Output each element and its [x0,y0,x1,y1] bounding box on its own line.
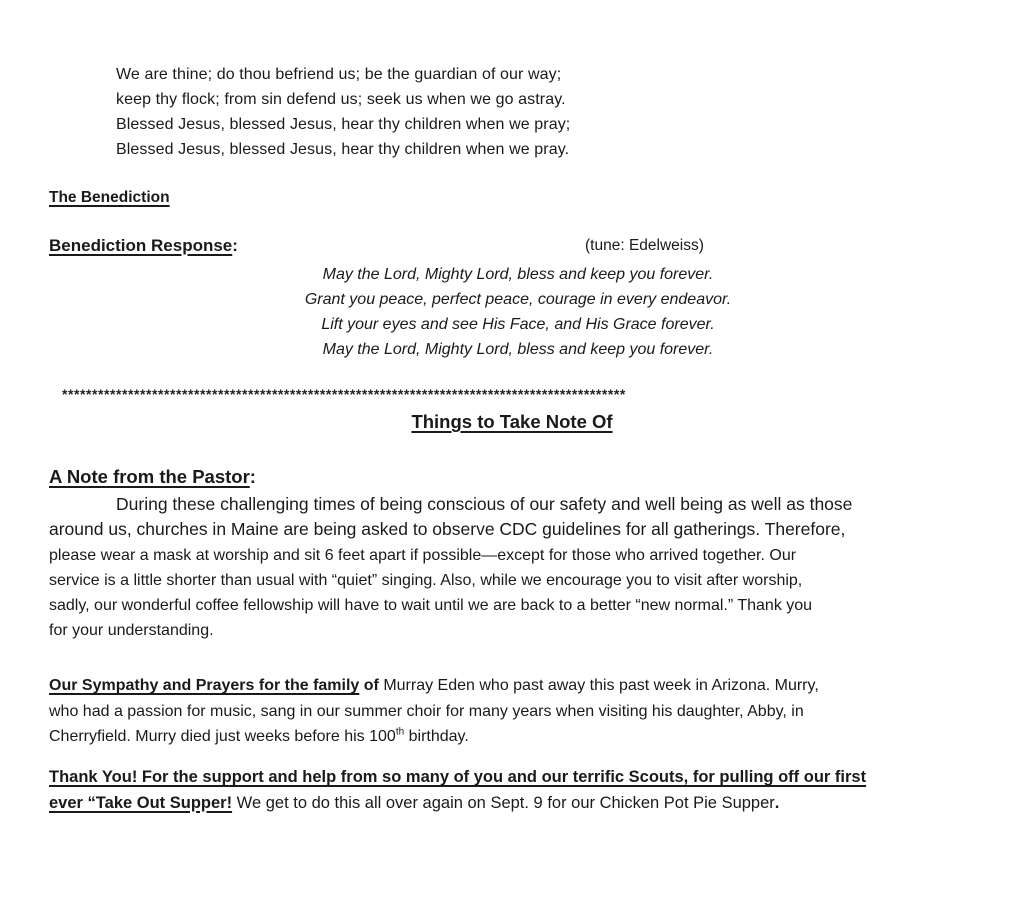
hymn-line: Blessed Jesus, blessed Jesus, hear thy children when we pray. [116,141,570,158]
hymn-line: keep thy flock; from sin defend us; seek us when we go astray. [116,91,566,108]
paragraph-line [49,765,974,791]
sympathy-of: of [359,677,379,694]
thanks-heading: Thank You! For the support and help from so many of you and our terrific Scouts, for pulling off our first [49,768,867,786]
notes-title: Things to Take Note Of [411,411,613,432]
thanks-period: . [774,793,780,812]
paragraph-line: service is a little shorter than usual with “quiet” singing. Also, while we encourage you to visit after worship, [49,571,803,589]
sympathy-text: Murray Eden who past away this past week in Arizona. Murry, [378,677,819,694]
benediction-response-verse [250,262,786,362]
benediction-response-title: Benediction Response [49,236,233,255]
paragraph-line: sadly, our wonderful coffee fellowship will have to wait until we are back to a better “new normal.” Thank you [49,597,813,615]
thanks-note [49,765,974,816]
paragraph-line [49,724,974,750]
tune-note: (tune: Edelweiss) [585,237,704,254]
benediction-heading: The Benediction [49,189,170,206]
notes-title-wrap [0,411,1024,433]
hymn-verse [116,62,570,162]
heading-colon: : [249,466,256,487]
paragraph-line: who had a passion for music, sang in our summer choir for many years when visiting his daughter, Abby, in [49,702,804,720]
paragraph-line: During these challenging times of being conscious of our safety and well being as well as those [116,494,853,514]
paragraph-line [49,791,974,817]
hymn-line: Blessed Jesus, blessed Jesus, hear thy children when we pray; [116,116,571,133]
response-line: May the Lord, Mighty Lord, bless and keep you forever. [322,266,714,283]
sympathy-text: birthday. [404,728,469,745]
paragraph-line [49,673,974,699]
sympathy-note [49,673,974,750]
thanks-text: We get to do this all over again on Sept. 9 for our Chicken Pot Pie Supper [232,793,775,812]
pastor-note-heading [49,466,256,488]
hymn-line: We are thine; do thou befriend us; be the guardian of our way; [116,66,562,83]
heading-colon: : [232,236,238,255]
response-line: Lift your eyes and see His Face, and His Grace forever. [321,316,715,333]
thanks-heading-cont: ever “Take Out Supper! [49,793,233,812]
sympathy-heading: Our Sympathy and Prayers for the family [49,677,360,694]
response-line: May the Lord, Mighty Lord, bless and keep you forever. [322,341,714,358]
paragraph-line: for your understanding. [49,622,214,640]
paragraph-line: around us, churches in Maine are being asked to observe CDC guidelines for all gatherings. Therefore, [49,519,846,540]
sympathy-text: Cherryfield. Murry died just weeks before his 100 [49,728,396,745]
pastor-note-body [49,492,974,644]
ordinal-suffix: th [395,726,405,738]
paragraph-line: please wear a mask at worship and sit 6 feet apart if possible—except for those who arrived together. Our [49,546,797,564]
pastor-note-title: A Note from the Pastor [49,466,250,487]
benediction-response-heading [49,236,238,256]
asterisk-divider: ********************************************************************************************** [62,386,626,402]
response-line: Grant you peace, perfect peace, courage in every endeavor. [304,291,732,308]
